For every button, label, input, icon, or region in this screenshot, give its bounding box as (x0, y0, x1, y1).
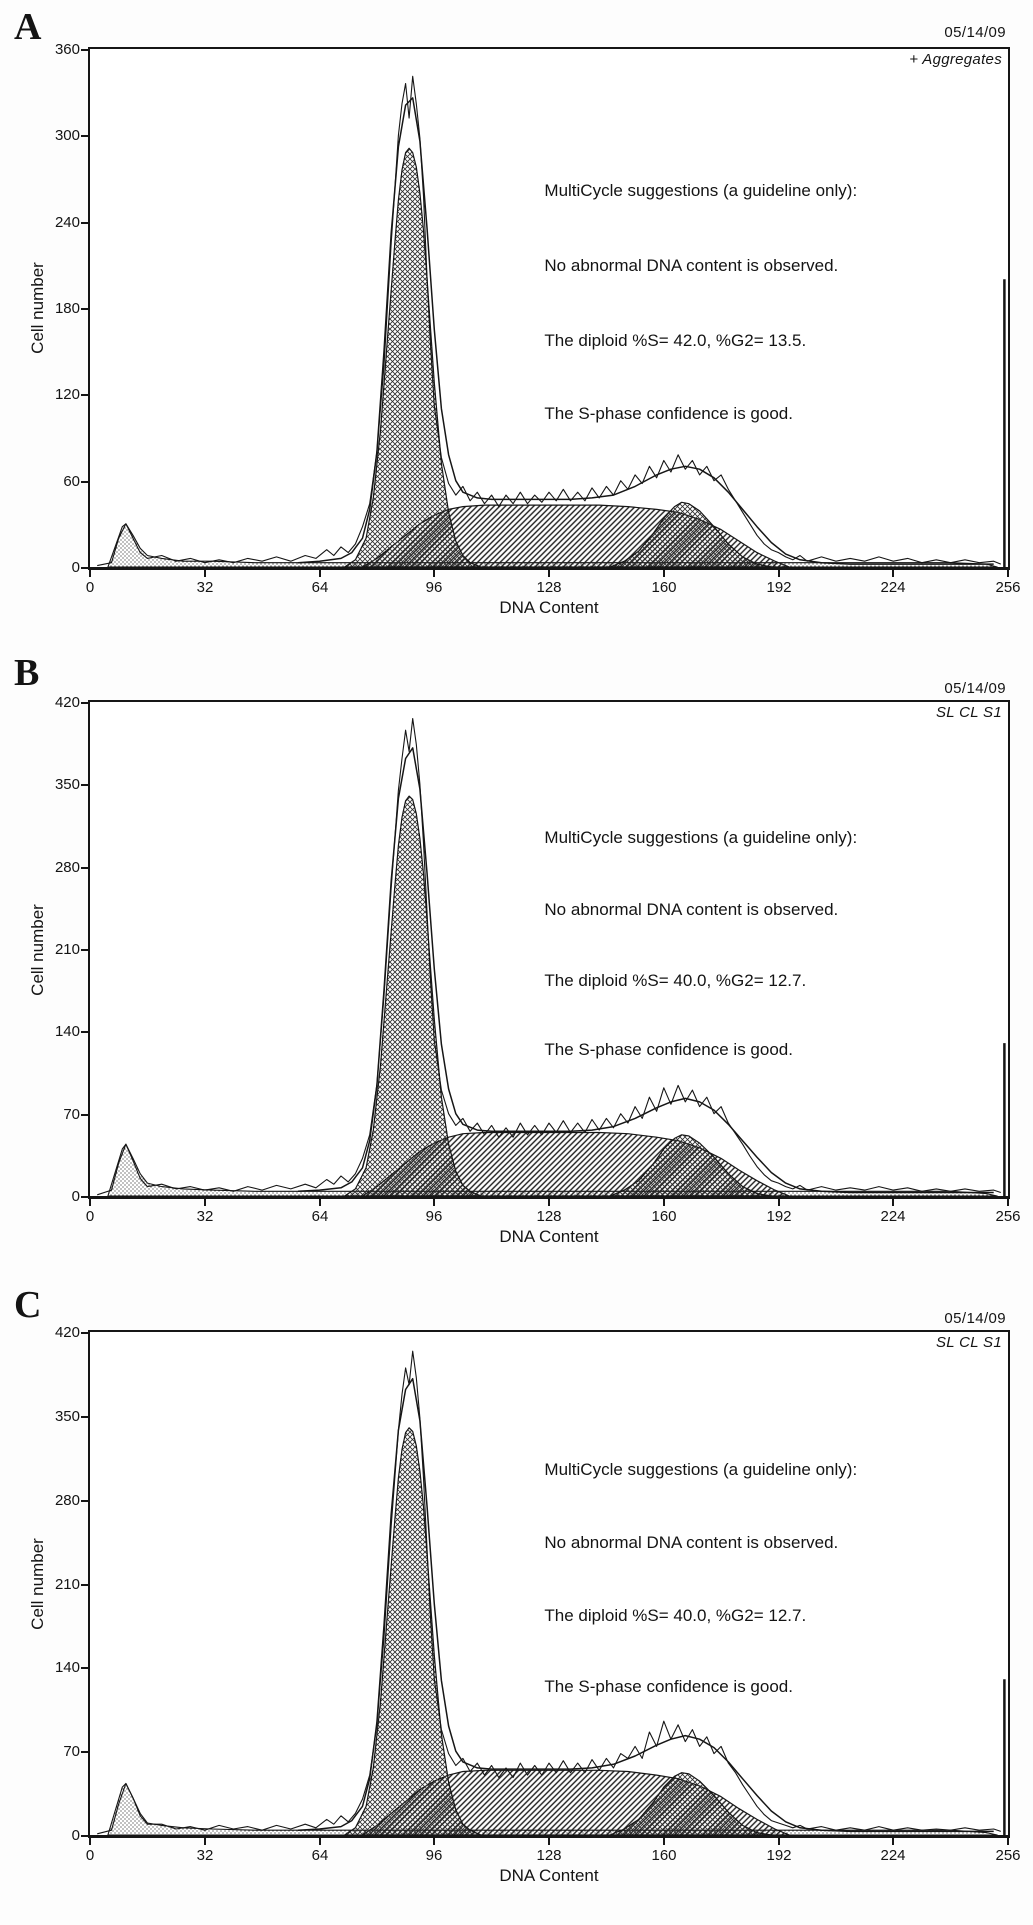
series-raw-data (97, 719, 1001, 1195)
x-tick-label: 128 (536, 579, 562, 596)
x-axis-title: DNA Content (499, 1227, 599, 1246)
y-tick-label: 420 (54, 1324, 80, 1341)
annotation-suggestions: MultiCycle suggestions (a guideline only): (544, 181, 858, 201)
x-tick-mark (89, 1199, 91, 1206)
x-tick-mark (892, 1199, 894, 1206)
y-tick-label: 300 (54, 127, 80, 144)
x-tick-label: 96 (425, 579, 443, 596)
y-tick-mark (81, 867, 88, 869)
dna-histogram-chart (90, 702, 1008, 1196)
panel-c (0, 1270, 1033, 1925)
x-tick-mark (892, 1838, 894, 1845)
annotation-confidence: The S-phase confidence is good. (544, 403, 793, 423)
y-axis-title: Cell number (28, 1538, 47, 1630)
annotation-suggestions: MultiCycle suggestions (a guideline only): (544, 1460, 858, 1480)
y-tick-mark (81, 1031, 88, 1033)
y-tick-mark (81, 702, 88, 704)
y-tick-mark (81, 1584, 88, 1586)
y-tick-mark (81, 567, 88, 569)
plot-frame (88, 47, 1010, 570)
y-tick-mark (81, 949, 88, 951)
y-tick-mark (81, 1751, 88, 1753)
x-tick-mark (433, 1838, 435, 1845)
y-tick-label: 350 (54, 776, 80, 793)
panel-letter: A (14, 6, 42, 48)
header-date: 05/14/09 (944, 1310, 1006, 1327)
y-tick-label: 350 (54, 1408, 80, 1425)
x-tick-label: 96 (425, 1847, 443, 1864)
header-date: 05/14/09 (944, 24, 1006, 41)
y-tick-mark (81, 49, 88, 51)
y-tick-mark (81, 784, 88, 786)
y-tick-label: 70 (63, 1743, 80, 1760)
header-date: 05/14/09 (944, 680, 1006, 697)
dna-histogram-chart (90, 49, 1008, 567)
x-tick-mark (319, 1199, 321, 1206)
x-tick-mark (319, 570, 321, 577)
annotation-dna-content: No abnormal DNA content is observed. (544, 899, 839, 919)
y-tick-label: 420 (54, 694, 80, 711)
x-tick-label: 192 (766, 1847, 792, 1864)
x-tick-mark (778, 1199, 780, 1206)
y-tick-mark (81, 1196, 88, 1198)
annotation-dna-content: No abnormal DNA content is observed. (544, 1533, 839, 1553)
series-raw-data (97, 76, 1001, 565)
annotation-suggestions: MultiCycle suggestions (a guideline only): (544, 827, 858, 847)
x-tick-label: 32 (196, 579, 214, 596)
y-tick-label: 210 (54, 1576, 80, 1593)
y-tick-label: 70 (63, 1106, 80, 1123)
y-tick-label: 240 (54, 214, 80, 231)
header-sublabel: SL CL S1 (935, 704, 1002, 721)
y-tick-mark (81, 1500, 88, 1502)
x-tick-mark (663, 1199, 665, 1206)
annotation-confidence: The S-phase confidence is good. (544, 1676, 793, 1696)
y-tick-label: 140 (54, 1023, 80, 1040)
x-tick-label: 0 (85, 1208, 95, 1225)
header-sublabel: SL CL S1 (935, 1334, 1002, 1351)
y-tick-label: 0 (71, 1188, 80, 1205)
x-tick-mark (204, 1199, 206, 1206)
x-tick-label: 256 (995, 579, 1021, 596)
x-tick-label: 256 (995, 1208, 1021, 1225)
x-tick-mark (89, 1838, 91, 1845)
panel-a (0, 0, 1033, 640)
x-tick-label: 64 (311, 1847, 329, 1864)
x-tick-mark (433, 570, 435, 577)
x-tick-label: 192 (766, 579, 792, 596)
x-tick-mark (548, 1838, 550, 1845)
x-tick-mark (548, 1199, 550, 1206)
x-tick-label: 160 (651, 1208, 677, 1225)
series-raw-data (97, 1351, 1001, 1834)
x-tick-label: 0 (85, 1847, 95, 1864)
panel-b (0, 640, 1033, 1270)
y-tick-label: 0 (71, 559, 80, 576)
y-tick-label: 180 (54, 300, 80, 317)
x-tick-label: 32 (196, 1208, 214, 1225)
x-tick-mark (204, 1838, 206, 1845)
y-tick-label: 140 (54, 1659, 80, 1676)
x-axis-title: DNA Content (499, 1866, 599, 1885)
x-tick-label: 64 (311, 1208, 329, 1225)
x-tick-mark (1007, 1199, 1009, 1206)
x-tick-mark (663, 570, 665, 577)
x-tick-label: 96 (425, 1208, 443, 1225)
x-tick-mark (663, 1838, 665, 1845)
y-tick-mark (81, 481, 88, 483)
x-tick-label: 192 (766, 1208, 792, 1225)
y-tick-mark (81, 1416, 88, 1418)
panel-letter: C (14, 1284, 42, 1326)
annotation-dna-content: No abnormal DNA content is observed. (544, 256, 839, 276)
dna-histogram-chart (90, 1332, 1008, 1835)
y-tick-mark (81, 308, 88, 310)
annotation-confidence: The S-phase confidence is good. (544, 1040, 793, 1060)
x-tick-mark (778, 570, 780, 577)
y-tick-mark (81, 1667, 88, 1669)
x-tick-label: 224 (880, 579, 906, 596)
annotation-diploid-values: The diploid %S= 42.0, %G2= 13.5. (544, 331, 807, 351)
y-tick-mark (81, 1332, 88, 1334)
plot-frame (88, 1330, 1010, 1838)
x-tick-label: 64 (311, 579, 329, 596)
y-tick-mark (81, 394, 88, 396)
header-sublabel: + Aggregates (909, 51, 1002, 68)
x-tick-label: 32 (196, 1847, 214, 1864)
x-tick-label: 128 (536, 1847, 562, 1864)
x-tick-mark (892, 570, 894, 577)
y-tick-label: 280 (54, 1492, 80, 1509)
y-tick-mark (81, 1114, 88, 1116)
x-tick-label: 256 (995, 1847, 1021, 1864)
y-tick-label: 210 (54, 941, 80, 958)
x-axis-title: DNA Content (499, 598, 599, 617)
y-tick-mark (81, 222, 88, 224)
y-axis-title: Cell number (28, 904, 47, 996)
x-tick-label: 160 (651, 1847, 677, 1864)
x-tick-mark (89, 570, 91, 577)
x-tick-mark (433, 1199, 435, 1206)
x-tick-label: 0 (85, 579, 95, 596)
x-tick-mark (1007, 1838, 1009, 1845)
y-tick-label: 120 (54, 386, 80, 403)
y-tick-label: 0 (71, 1827, 80, 1844)
y-tick-label: 280 (54, 859, 80, 876)
y-tick-mark (81, 1835, 88, 1837)
plot-frame (88, 700, 1010, 1199)
y-tick-label: 360 (54, 41, 80, 58)
x-tick-mark (319, 1838, 321, 1845)
y-axis-title: Cell number (28, 262, 47, 354)
x-tick-mark (1007, 570, 1009, 577)
x-tick-mark (204, 570, 206, 577)
x-tick-label: 224 (880, 1847, 906, 1864)
annotation-diploid-values: The diploid %S= 40.0, %G2= 12.7. (544, 971, 807, 991)
x-tick-mark (548, 570, 550, 577)
annotation-diploid-values: The diploid %S= 40.0, %G2= 12.7. (544, 1606, 807, 1626)
x-tick-label: 128 (536, 1208, 562, 1225)
y-tick-mark (81, 135, 88, 137)
series-g1-peak (345, 148, 481, 567)
x-tick-label: 160 (651, 579, 677, 596)
y-tick-label: 60 (63, 473, 80, 490)
x-tick-mark (778, 1838, 780, 1845)
panel-letter: B (14, 652, 40, 694)
x-tick-label: 224 (880, 1208, 906, 1225)
